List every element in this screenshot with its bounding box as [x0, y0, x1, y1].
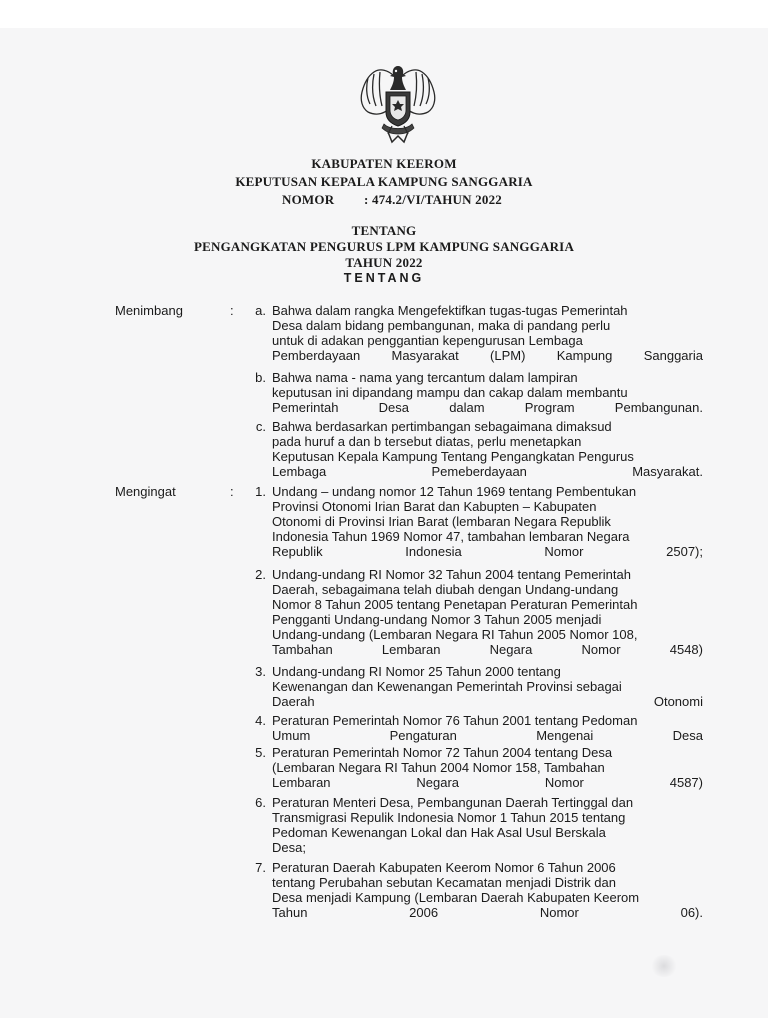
- mengingat-item-6: Peraturan Menteri Desa, Pembangunan Daerah Tertinggal dan Transmigrasi Repulik Indonesia Nomor 1 Tahun 2015 tentang Pedoman Kewenangan Lokal dan Hak Asal Usul Berskala Desa;: [272, 795, 634, 855]
- mengingat-marker-1: 1.: [255, 484, 266, 499]
- mengingat-item-3: Undang-undang RI Nomor 25 Tahun 2000 tentang Kewenangan dan Kewenangan Pemerintah Provinsi sebagai Daerah Otonomi: [272, 664, 703, 709]
- menimbang-marker-b: b.: [255, 370, 266, 385]
- mengingat-marker-2: 2.: [255, 567, 266, 582]
- tentang-spaced-heading: TENTANG: [343, 271, 425, 285]
- mengingat-item-7: Peraturan Daerah Kabupaten Keerom Nomor 6 Tahun 2006 tentang Perubahan sebutan Kecamatan menjadi Distrik dan Desa menjadi Kampung (Lembaran Daerah Kabupaten Keerom Tahun 2006 Nomor 06).: [272, 860, 703, 920]
- mengingat-item-2: Undang-undang RI Nomor 32 Tahun 2004 tentang Pemerintah Daerah, sebagaimana telah diubah dengan Undang-undang Nomor 8 Tahun 2005 tentang Penetapan Peraturan Pemerintah Pengganti Undang-undang Nomor 3 Tahun 2005 menjadi Undang-undang (Lembaran Negara RI Tahun 2005 Nomor 108, Tambahan Lembaran Negara Nomor 4548): [272, 567, 703, 657]
- mengingat-item-4: Peraturan Pemerintah Nomor 76 Tahun 2001 tentang Pedoman Umum Pengaturan Mengenai Desa: [272, 713, 703, 743]
- decree-number: [0, 192, 768, 208]
- mengingat-item-1: Undang – undang nomor 12 Tahun 1969 tentang Pembentukan Provinsi Otonomi Irian Barat dan Kabupten – Kabupaten Otonomi di Provinsi Irian Barat (lembaran Negara Republik Indonesia Tahun 1969 Nomor 47, tambahan lembaran Negara Republik Indonesia Nomor 2507);: [272, 484, 703, 559]
- subject-title: PENGANGKATAN PENGURUS LPM KAMPUNG SANGGARIA: [193, 239, 575, 254]
- menimbang-colon: :: [230, 303, 234, 318]
- menimbang-label: Menimbang: [115, 303, 183, 318]
- mengingat-item-5: Peraturan Pemerintah Nomor 72 Tahun 2004 tentang Desa (Lembaran Negara RI Tahun 2004 Nomor 158, Tambahan Lembaran Negara Nomor 4587): [272, 745, 703, 790]
- decree-title: KEPUTUSAN KEPALA KAMPUNG SANGGARIA: [235, 174, 533, 189]
- nomor-label: NOMOR: [282, 192, 335, 207]
- menimbang-item-b: Bahwa nama - nama yang tercantum dalam lampiran keputusan ini dipandang mampu dan cakap dalam membantu Pemerintah Desa dalam Program Pembangunan.: [272, 370, 703, 415]
- mengingat-marker-4: 4.: [255, 713, 266, 728]
- mengingat-marker-6: 6.: [255, 795, 266, 810]
- tentang-heading: TENTANG: [351, 223, 417, 238]
- year-title: TAHUN 2022: [345, 255, 423, 270]
- scan-smudge: [650, 955, 678, 977]
- menimbang-marker-c: c.: [255, 419, 266, 434]
- regency-title: KABUPATEN KEEROM: [311, 156, 457, 171]
- mengingat-marker-7: 7.: [255, 860, 266, 875]
- menimbang-item-c: Bahwa berdasarkan pertimbangan sebagaimana dimaksud pada huruf a dan b tersebut diatas, perlu menetapkan Keputusan Kepala Kampung Tentang Pengangkatan Pengurus Lembaga Pemeberdayaan Masyarakat.: [272, 419, 703, 479]
- mengingat-marker-3: 3.: [255, 664, 266, 679]
- menimbang-marker-a: a.: [255, 303, 266, 318]
- garuda-emblem-icon: [354, 62, 442, 148]
- mengingat-label: Mengingat: [115, 484, 176, 499]
- menimbang-item-a: Bahwa dalam rangka Mengefektifkan tugas-tugas Pemerintah Desa dalam bidang pembangunan, maka di pandang perlu untuk di adakan penggantian kepengurusan Lembaga Pemberdayaan Masyarakat (LPM) Kampung Sanggaria: [272, 303, 703, 363]
- nomor-value: : 474.2/VI/TAHUN 2022: [364, 192, 502, 207]
- mengingat-colon: :: [230, 484, 234, 499]
- mengingat-marker-5: 5.: [255, 745, 266, 760]
